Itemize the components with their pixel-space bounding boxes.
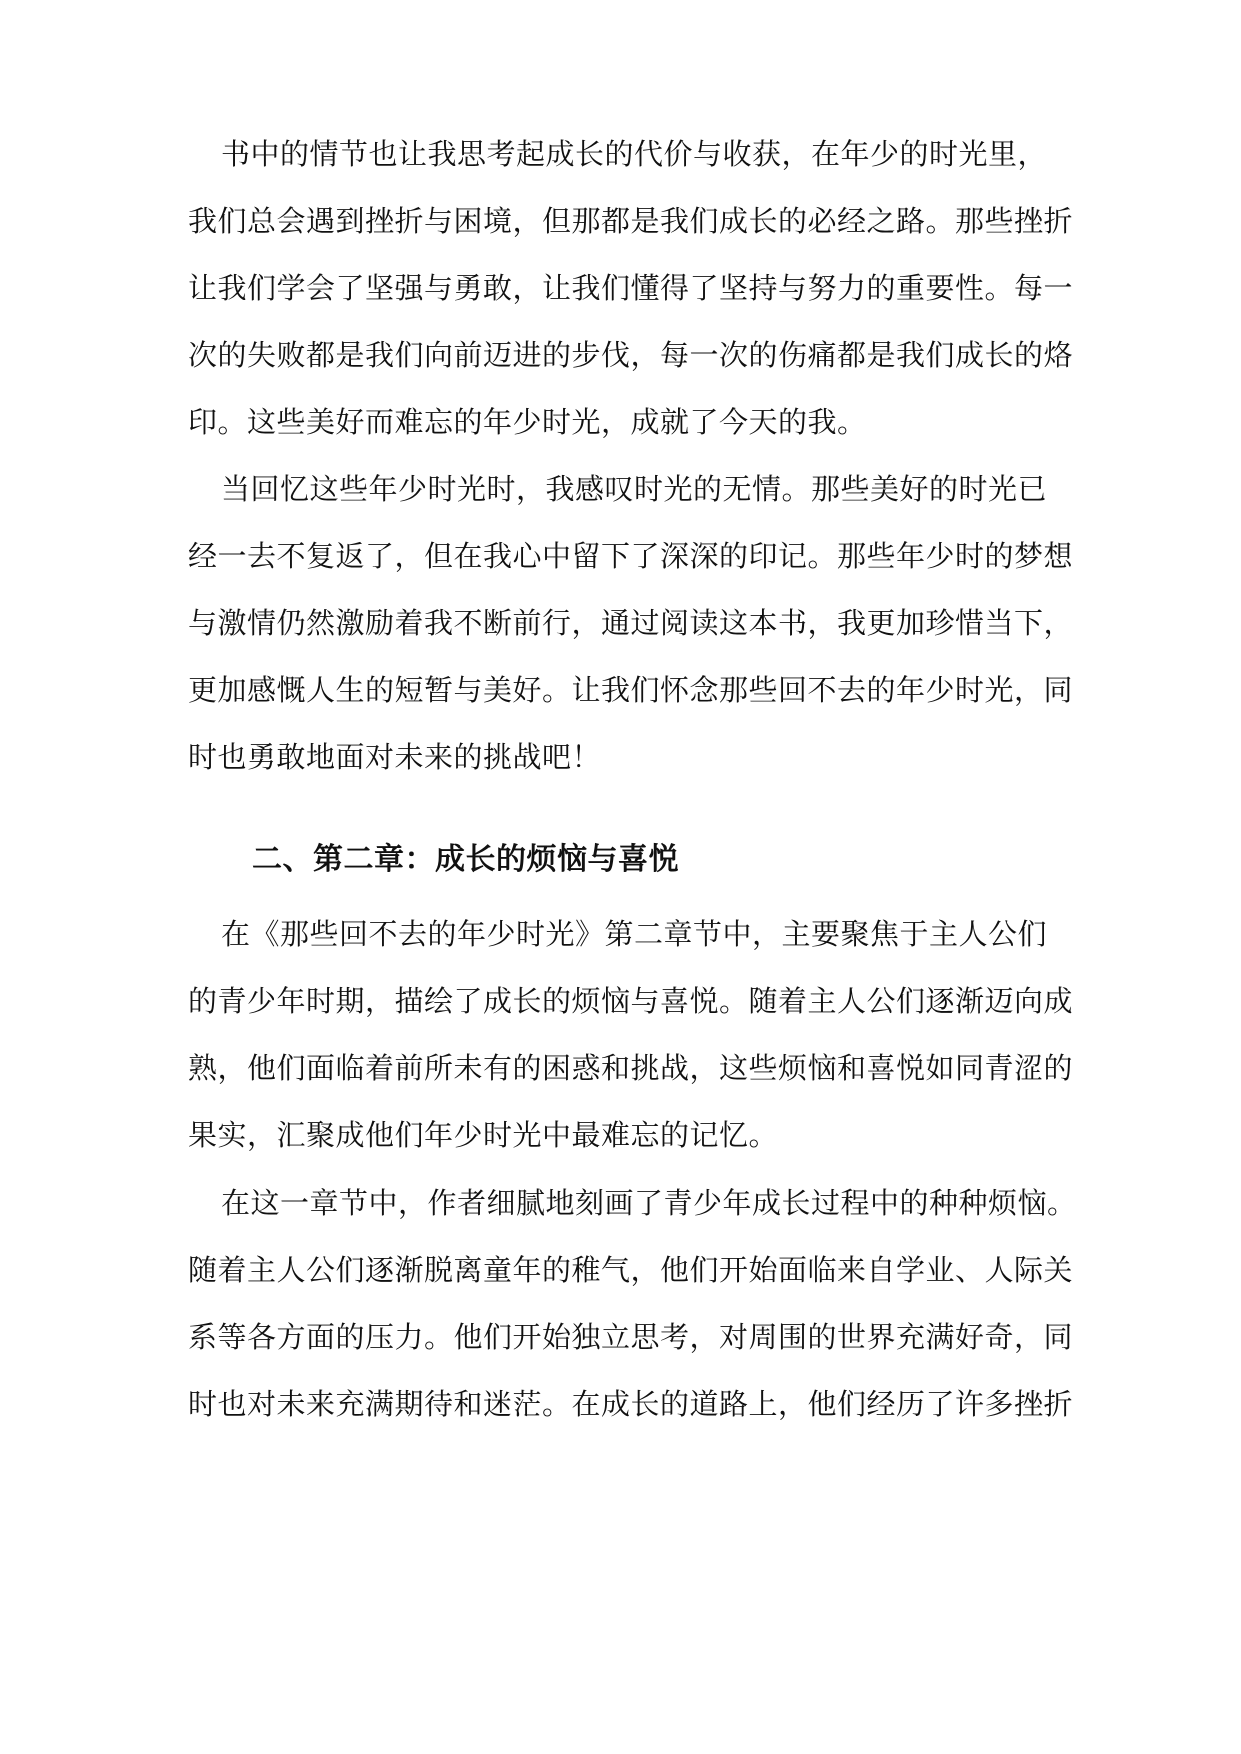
paragraph-line: 在《那些回不去的年少时光》第二章节中，主要聚焦于主人公们 bbox=[221, 917, 1048, 951]
paragraph-line: 当回忆这些年少时光时，我感叹时光的无情。那些美好的时光已 bbox=[221, 472, 1048, 506]
paragraph-line: 系等各方面的压力。他们开始独立思考，对周围的世界充满好奇，同 bbox=[188, 1320, 1074, 1354]
paragraph-line: 次的失败都是我们向前迈进的步伐，每一次的伤痛都是我们成长的烙 bbox=[188, 338, 1074, 372]
paragraph-line: 书中的情节也让我思考起成长的代价与收获，在年少的时光里， bbox=[221, 137, 1048, 171]
paragraph-line: 我们总会遇到挫折与困境，但那都是我们成长的必经之路。那些挫折 bbox=[188, 204, 1074, 238]
paragraph-line: 印。这些美好而难忘的年少时光，成就了今天的我。 bbox=[188, 405, 867, 439]
paragraph-line: 熟，他们面临着前所未有的困惑和挑战，这些烦恼和喜悦如同青涩的 bbox=[188, 1051, 1074, 1085]
paragraph-line: 果实，汇聚成他们年少时光中最难忘的记忆。 bbox=[188, 1118, 779, 1152]
paragraph-line: 随着主人公们逐渐脱离童年的稚气，他们开始面临来自学业、人际关 bbox=[188, 1253, 1074, 1287]
paragraph-line: 时也对未来充满期待和迷茫。在成长的道路上，他们经历了许多挫折 bbox=[188, 1387, 1074, 1421]
paragraph-line: 的青少年时期，描绘了成长的烦恼与喜悦。随着主人公们逐渐迈向成 bbox=[188, 984, 1074, 1018]
paragraph-line: 让我们学会了坚强与勇敢，让我们懂得了坚持与努力的重要性。每一 bbox=[188, 271, 1074, 305]
paragraph-line: 时也勇敢地面对未来的挑战吧！ bbox=[188, 740, 602, 774]
paragraph-line: 更加感慨人生的短暂与美好。让我们怀念那些回不去的年少时光，同 bbox=[188, 673, 1074, 707]
paragraph-line: 经一去不复返了，但在我心中留下了深深的印记。那些年少时的梦想 bbox=[188, 539, 1074, 573]
section-heading: 二、第二章：成长的烦恼与喜悦 bbox=[252, 842, 679, 877]
paragraph-line: 与激情仍然激励着我不断前行，通过阅读这本书，我更加珍惜当下， bbox=[188, 606, 1074, 640]
paragraph-line: 在这一章节中，作者细腻地刻画了青少年成长过程中的种种烦恼。 bbox=[221, 1186, 1077, 1220]
